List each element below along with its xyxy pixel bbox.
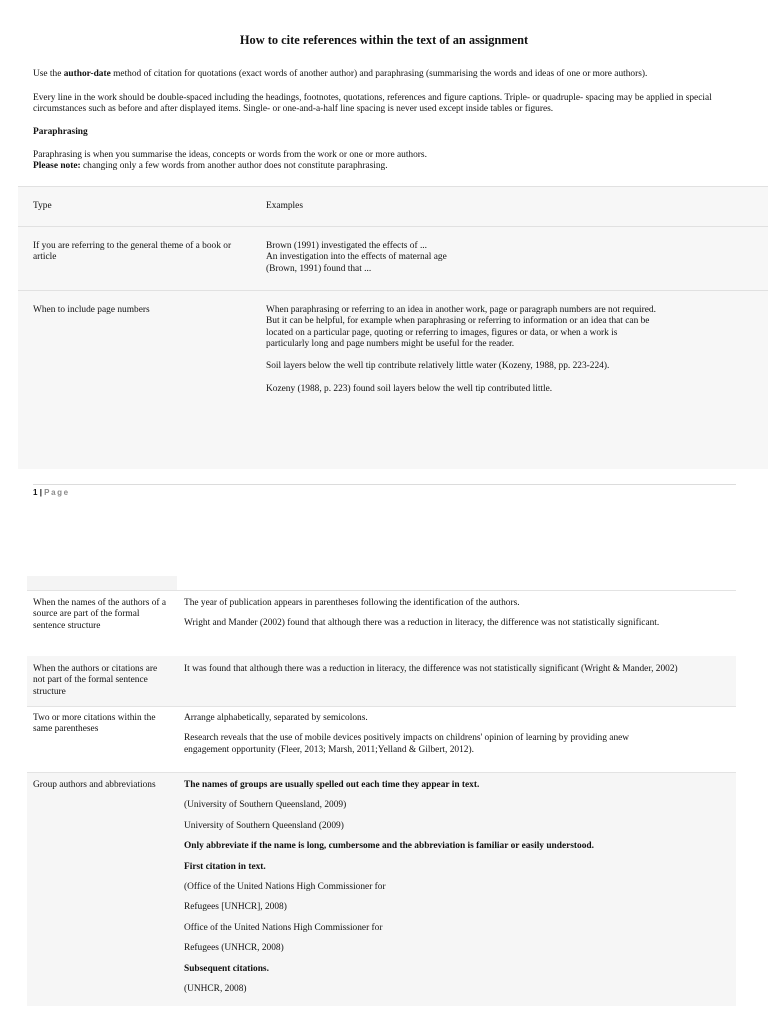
table-row-examples	[266, 305, 662, 395]
example-line: Refugees [UNHCR], 2008)	[184, 902, 287, 913]
example-line: University of Southern Queensland (2009)	[184, 820, 344, 831]
page-word: Page	[44, 488, 70, 497]
row-type: Two or more citations within the same parentheses	[33, 713, 156, 735]
table-header-type: Type	[33, 201, 52, 211]
page-number	[33, 488, 70, 498]
table-row	[27, 591, 736, 656]
spacing-paragraph: Every line in the work should be double-spaced including the headings, footnotes, quotations, references and figure captions. Triple- or quadruple- spacing may be applied in special circumstances such as before and after displayed items. Single- or one-and-a-half line spacing is never used except inside tables or figures.	[33, 93, 712, 115]
note-label: Please note:	[33, 161, 81, 172]
example-paragraph: Kozeny (1988, p. 223) found soil layers below the well tip contributed little.	[266, 384, 553, 395]
row-examples	[184, 664, 729, 684]
example-line: (University of Southern Queensland, 2009)	[184, 800, 347, 811]
paraphrasing-note	[33, 161, 738, 172]
table-row	[27, 656, 736, 706]
page-separator: |	[39, 488, 42, 497]
example-line: Office of the United Nations High Commissioner for	[184, 922, 383, 933]
table-divider	[18, 226, 768, 227]
intro-pre: Use the	[33, 69, 64, 79]
table-2-header-cell	[27, 576, 177, 590]
paraphrasing-heading: Paraphrasing	[33, 127, 88, 137]
example-paragraph: Research reveals that the use of mobile devices positively impacts on childrens' opinion of learning by providing anew engagement opportunity (Fleer, 2013; Marsh, 2011;Yelland & Gilbert, 2012).	[184, 733, 630, 755]
example-paragraph: Soil layers below the well tip contribute relatively little water (Kozeny, 1988, pp. 223-224).	[266, 360, 610, 371]
example-line: Brown (1991) investigated the effects of ...	[266, 241, 427, 251]
example-paragraph: The year of publication appears in parentheses following the identification of the authors.	[184, 598, 520, 608]
intro-paragraph	[33, 69, 738, 80]
table-row	[27, 707, 736, 772]
table-header-examples: Examples	[266, 201, 303, 211]
table-row-type: If you are referring to the general theme of a book or article	[33, 241, 232, 263]
row-type: Group authors and abbreviations	[33, 780, 156, 790]
row-examples	[184, 713, 664, 765]
example-line: (Brown, 1991) found that ...	[266, 263, 372, 274]
intro-post: method of citation for quotations (exact words of another author) and paraphrasing (summarising the words and ideas of one or more authors).	[110, 69, 648, 79]
intro-bold: author-date	[63, 69, 111, 79]
footer-divider	[33, 484, 736, 485]
table-row-type: When to include page numbers	[33, 305, 150, 315]
row-examples	[184, 598, 729, 639]
example-paragraph: When paraphrasing or referring to an idea in another work, page or paragraph numbers are not required. But it can be helpful, for example when paraphrasing or referring to information or an idea that can be located on a particular page, quoting or referring to images, figures or data, or when a work is particularly long and page numbers might be useful for the reader.	[266, 305, 656, 350]
example-paragraph: Wright and Mander (2002) found that although there was a reduction in literacy, the difference was not statistically significant.	[184, 618, 660, 629]
example-line: An investigation into the effects of maternal age	[266, 252, 447, 263]
example-line: The names of groups are usually spelled out each time they appear in text.	[184, 780, 480, 790]
page-number-value: 1	[33, 488, 38, 497]
paraphrasing-line: Paraphrasing is when you summarise the ideas, concepts or words from the work or one or more authors.	[33, 150, 427, 160]
example-line: Only abbreviate if the name is long, cumbersome and the abbreviation is familiar or easily understood.	[184, 841, 594, 852]
table-row	[27, 773, 736, 1006]
example-line: (UNHCR, 2008)	[184, 984, 247, 995]
row-type: When the authors or citations are not part of the formal sentence structure	[33, 664, 158, 697]
example-line: First citation in text.	[184, 861, 266, 872]
row-examples	[184, 780, 729, 1004]
example-line: (Office of the United Nations High Commissioner for	[184, 882, 386, 893]
example-paragraph: Arrange alphabetically, separated by semicolons.	[184, 713, 368, 723]
table-divider	[18, 186, 768, 187]
example-line: Subsequent citations.	[184, 963, 269, 974]
example-paragraph: It was found that although there was a reduction in literacy, the difference was not statistically significant (Wright & Mander, 2002)	[184, 664, 678, 674]
example-line: Refugees (UNHCR, 2008)	[184, 943, 284, 954]
table-divider	[18, 290, 768, 291]
note-text: changing only a few words from another author does not constitute paraphrasing.	[80, 161, 388, 172]
paraphrasing-paragraph	[33, 150, 738, 173]
page-title: How to cite references within the text of an assignment	[239, 33, 529, 47]
table-row-examples	[266, 241, 656, 275]
row-type: When the names of the authors of a source are part of the formal sentence structure	[33, 598, 167, 631]
